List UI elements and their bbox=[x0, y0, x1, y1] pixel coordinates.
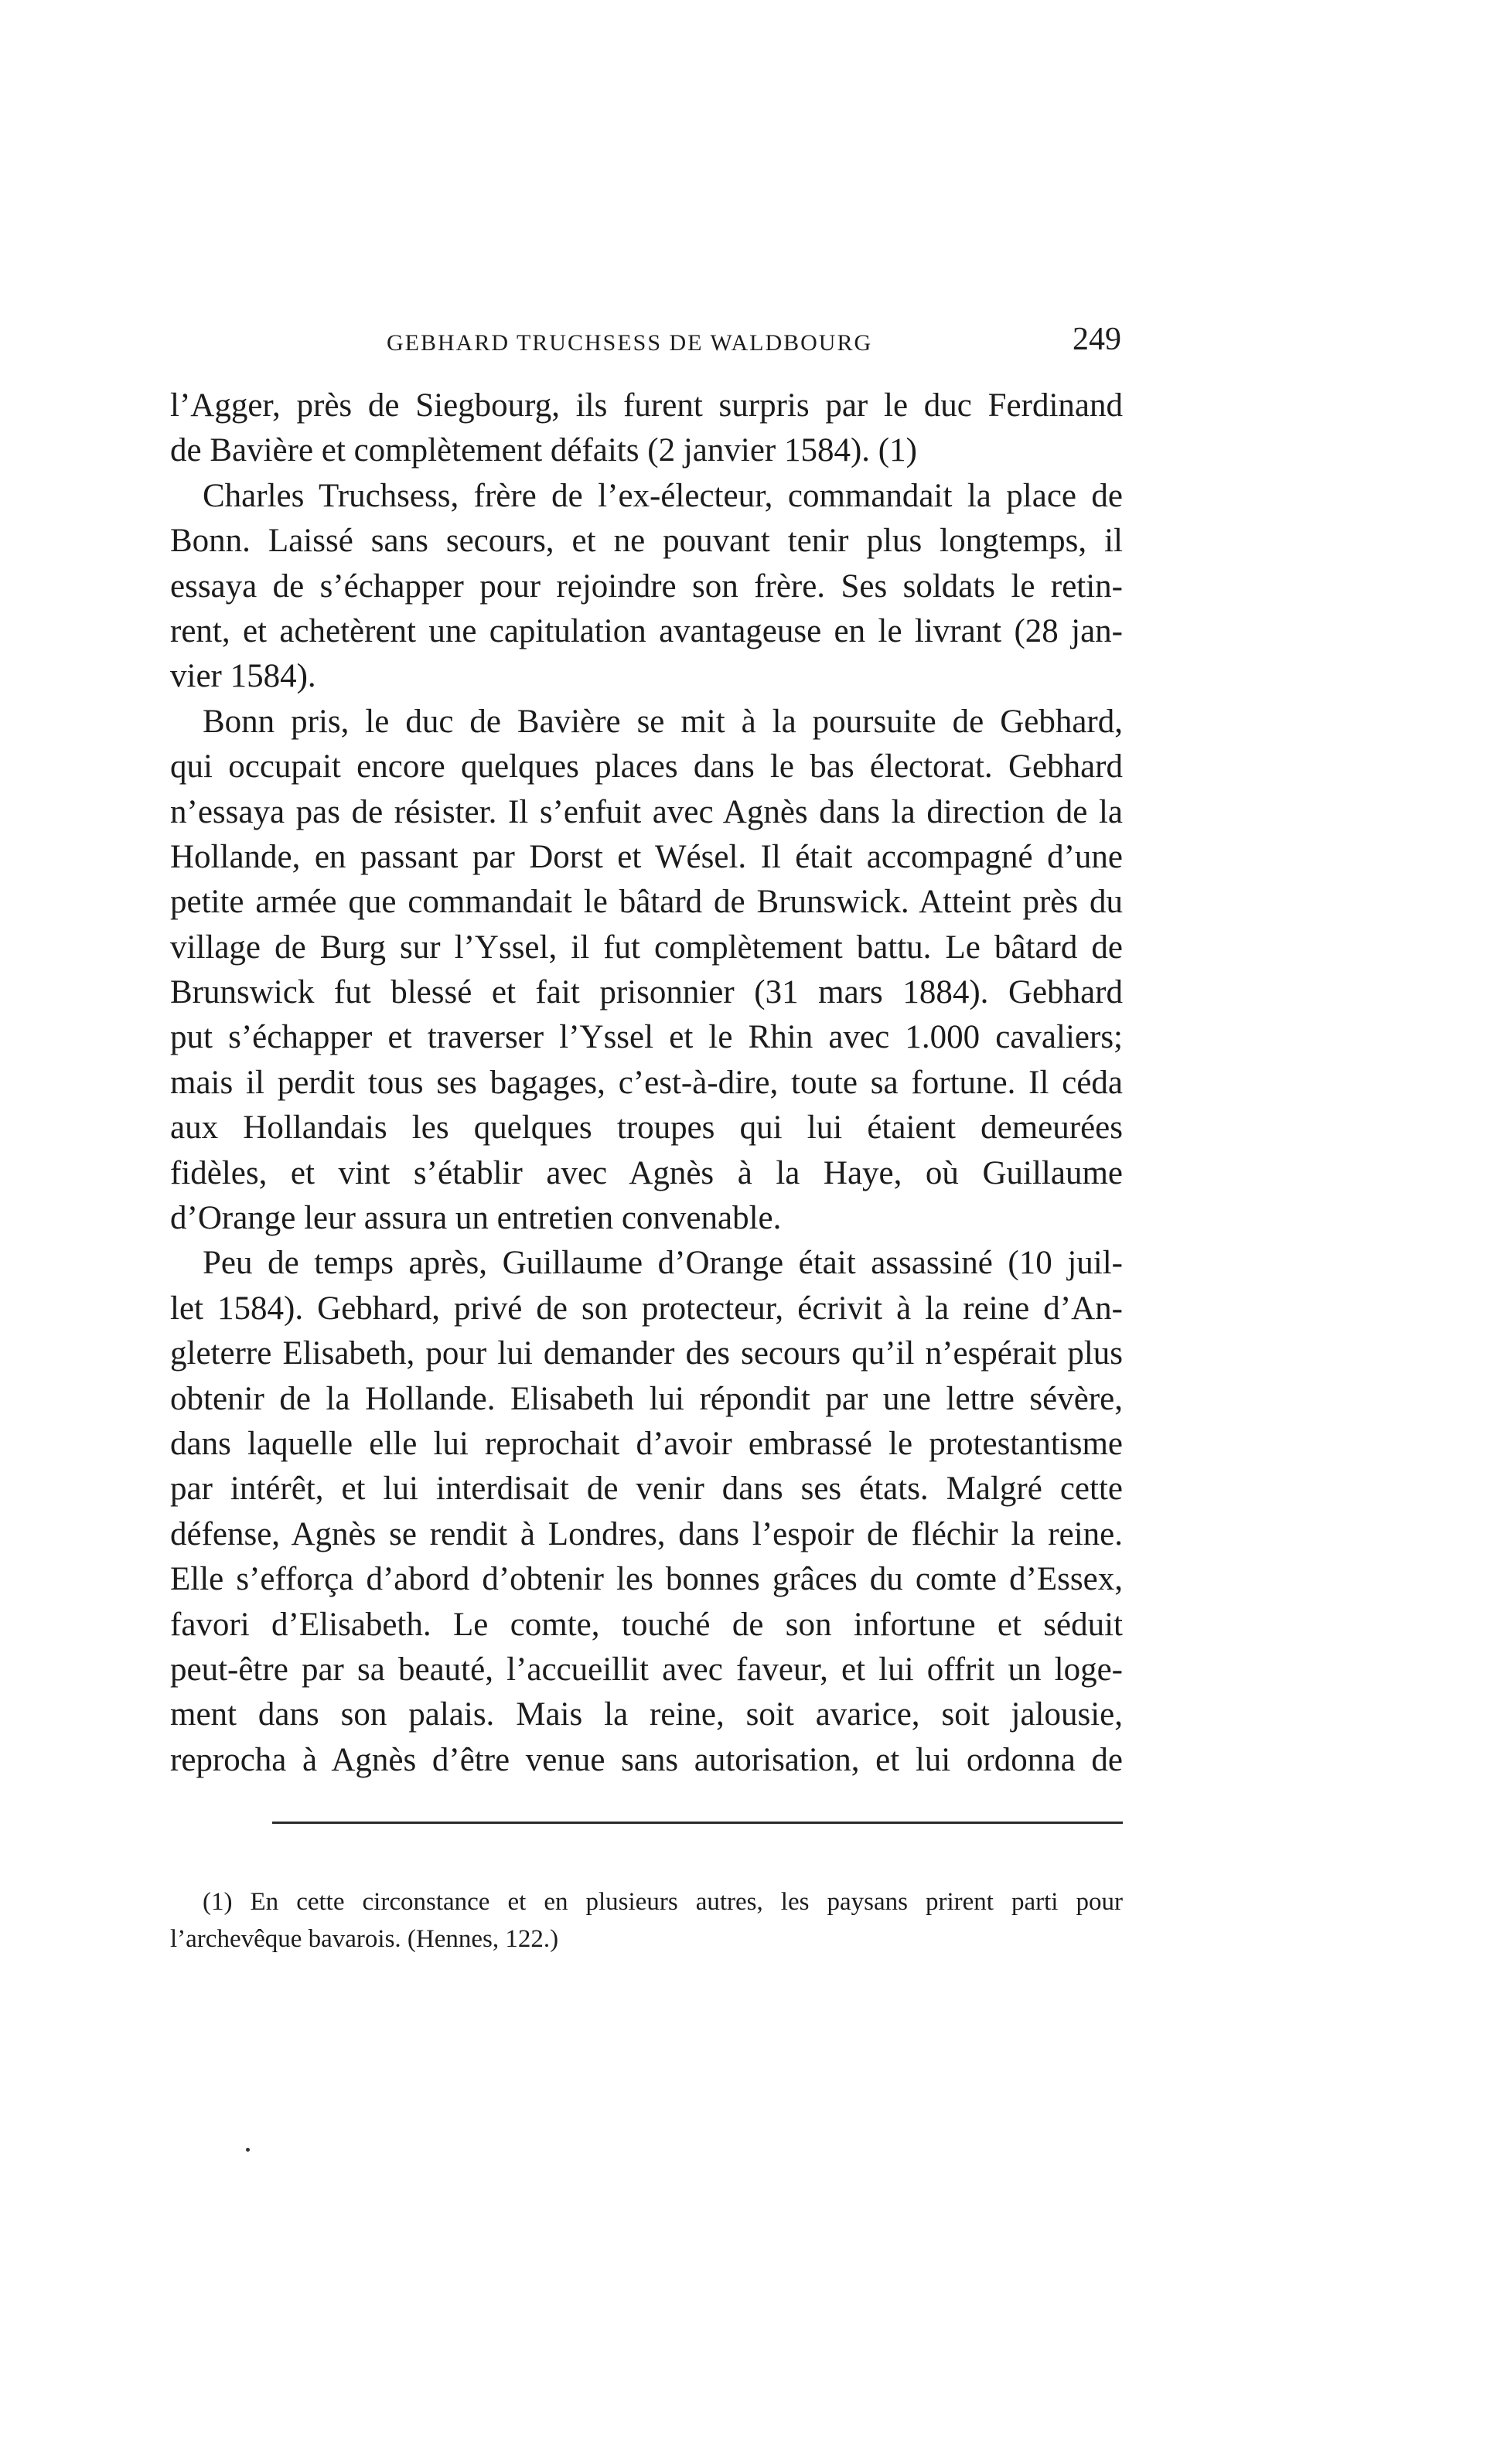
paragraph bbox=[170, 700, 1123, 1242]
text-line: défense, Agnès se rendit à Londres, dans l’espoir de fléchir la reine. bbox=[170, 1515, 1123, 1552]
text-line: obtenir de la Hollande. Elisabeth lui répondit par une lettre sévère, bbox=[170, 1380, 1123, 1417]
footnote-line: (1) En cette circonstance et en plusieurs autres, les paysans prirent parti pour bbox=[203, 1888, 1123, 1916]
text-line: rent, et achetèrent une capitulation avantageuse en le livrant (28 jan- bbox=[170, 612, 1123, 649]
text-line: Elle s’efforça d’abord d’obtenir les bonnes grâces du comte d’Essex, bbox=[170, 1561, 1123, 1598]
footnotes bbox=[170, 1883, 1123, 1958]
text-line: qui occupait encore quelques places dans le bas électorat. Gebhard bbox=[170, 748, 1123, 786]
text-line: d’Orange leur assura un entretien convenable. bbox=[170, 1200, 782, 1237]
text-line: mais il perdit tous ses bagages, c’est-à-dire, toute sa fortune. Il céda bbox=[170, 1064, 1123, 1101]
text-line: Charles Truchsess, frère de l’ex-électeur, commandait la place de bbox=[203, 477, 1123, 514]
footnote-line: l’archevêque bavarois. (Hennes, 122.) bbox=[170, 1925, 559, 1953]
text-line: reprocha à Agnès d’être venue sans autorisation, et lui ordonna de bbox=[170, 1741, 1123, 1778]
text-line: petite armée que commandait le bâtard de Brunswick. Atteint près du bbox=[170, 884, 1123, 921]
text-line: aux Hollandais les quelques troupes qui lui étaient demeurées bbox=[170, 1109, 1123, 1147]
text-line: par intérêt, et lui interdisait de venir dans ses états. Malgré cette bbox=[170, 1471, 1123, 1508]
paragraph bbox=[170, 383, 1123, 474]
text-line: peut-être par sa beauté, l’accueillit avec faveur, et lui offrit un loge- bbox=[170, 1651, 1123, 1688]
text-line: vier 1584). bbox=[170, 658, 316, 695]
text-line: favori d’Elisabeth. Le comte, touché de son infortune et séduit bbox=[170, 1606, 1123, 1643]
text-line: Brunswick fut blessé et fait prisonnier (31 mars 1884). Gebhard bbox=[170, 974, 1123, 1011]
text-line: ment dans son palais. Mais la reine, soit avarice, soit jalousie, bbox=[170, 1696, 1123, 1733]
ink-speck bbox=[246, 2148, 250, 2152]
text-line: put s’échapper et traverser l’Yssel et le Rhin avec 1.000 cavaliers; bbox=[170, 1019, 1123, 1056]
text-line: dans laquelle elle lui reprochait d’avoir embrassé le protestantisme bbox=[170, 1425, 1123, 1462]
text-line: de Bavière et complètement défaits (2 janvier 1584). (1) bbox=[170, 432, 917, 469]
text-line: gleterre Elisabeth, pour lui demander des secours qu’il n’espérait plus bbox=[170, 1335, 1123, 1372]
text-line: village de Burg sur l’Yssel, il fut complètement battu. Le bâtard de bbox=[170, 929, 1123, 966]
body-text bbox=[170, 383, 1123, 1783]
text-line: Peu de temps après, Guillaume d’Orange était assassiné (10 juil- bbox=[203, 1245, 1123, 1282]
text-line: Hollande, en passant par Dorst et Wésel. Il était accompagné d’une bbox=[170, 838, 1123, 875]
paragraph bbox=[170, 474, 1123, 700]
page-header bbox=[170, 321, 1121, 367]
text-line: l’Agger, près de Siegbourg, ils furent surpris par le duc Ferdinand bbox=[170, 387, 1123, 424]
text-line: n’essaya pas de résister. Il s’enfuit avec Agnès dans la direction de la bbox=[170, 793, 1123, 830]
text-line: essaya de s’échapper pour rejoindre son frère. Ses soldats le retin- bbox=[170, 567, 1123, 605]
footnote bbox=[170, 1883, 1123, 1958]
text-line: let 1584). Gebhard, privé de son protecteur, écrivit à la reine d’An- bbox=[170, 1290, 1123, 1327]
footnote-separator bbox=[272, 1822, 1123, 1824]
text-line: Bonn pris, le duc de Bavière se mit à la poursuite de Gebhard, bbox=[203, 703, 1123, 740]
text-line: Bonn. Laissé sans secours, et ne pouvant tenir plus longtemps, il bbox=[170, 523, 1123, 560]
paragraph bbox=[170, 1241, 1123, 1783]
page-number: 249 bbox=[1073, 322, 1121, 357]
running-title: GEBHARD TRUCHSESS DE WALDBOURG bbox=[387, 330, 873, 356]
text-line: fidèles, et vint s’établir avec Agnès à la Haye, où Guillaume bbox=[170, 1154, 1123, 1191]
